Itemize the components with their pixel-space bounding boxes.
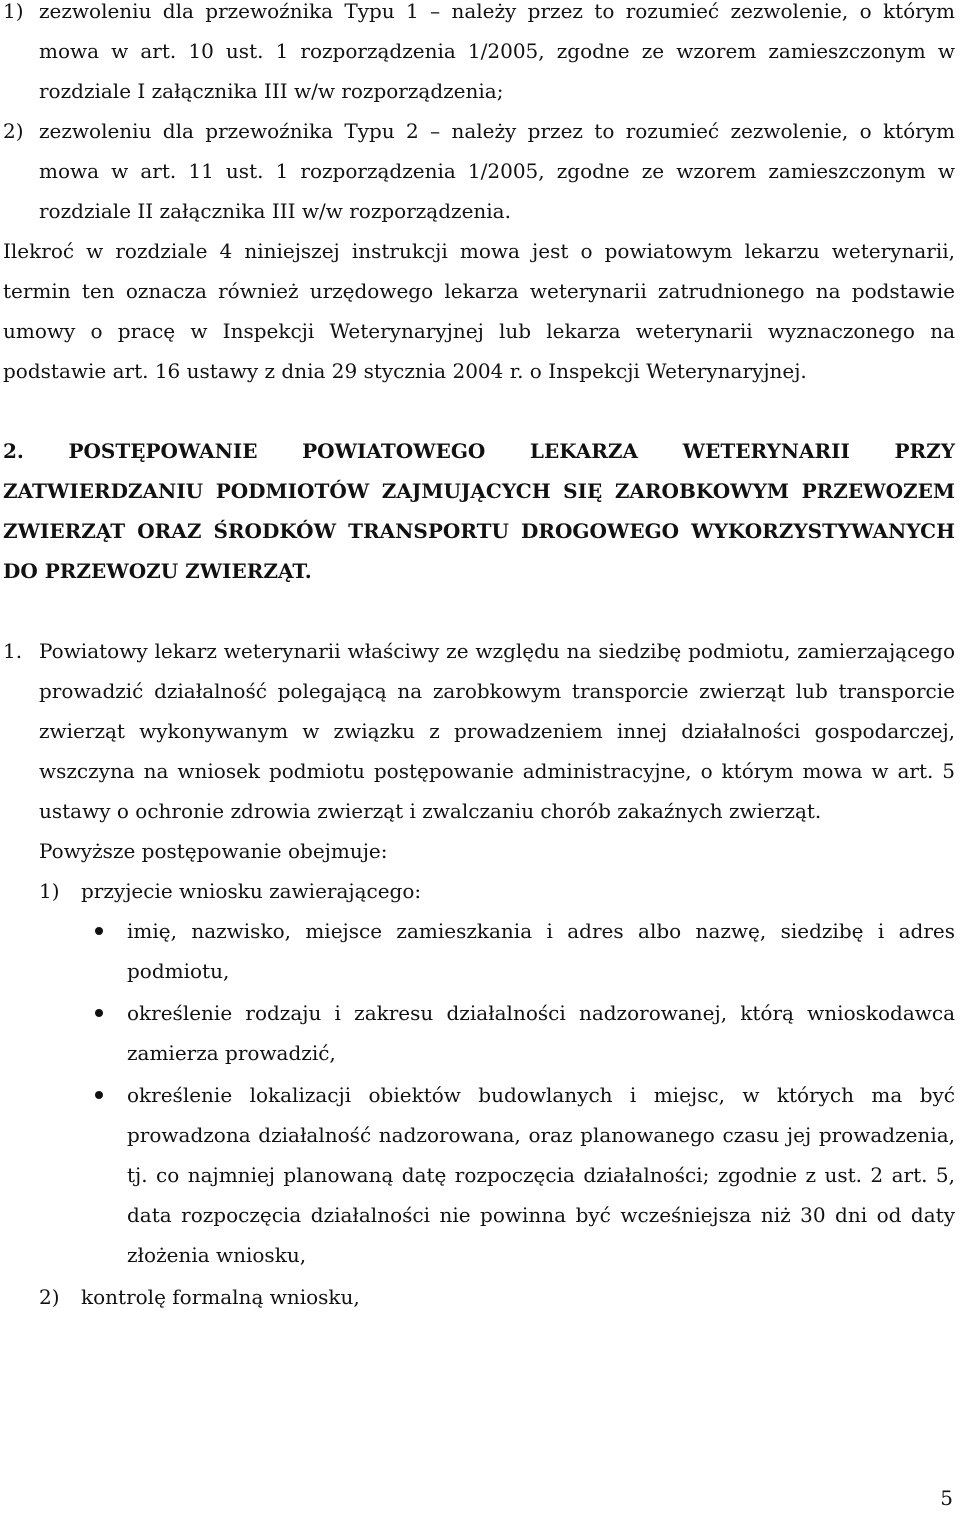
intro-item-number: 2) — [3, 119, 24, 143]
bullet-item — [127, 993, 955, 1073]
section-1 — [3, 631, 955, 831]
section-heading: 2. POSTĘPOWANIE POWIATOWEGO LEKARZA WETERYNARII PRZY ZATWIERDZANIU PODMIOTÓW ZAJMUJĄCYCH SIĘ ZAROBKOWYM PRZEWOZEM ZWIERZĄT ORAZ ŚRODKÓW TRANSPORTU DROGOWEGO WYKORZYSTYWANYCH DO PRZEWOZU ZWIERZĄT. — [3, 439, 955, 583]
page-number: 5 — [940, 1486, 953, 1510]
intro-item-1 — [3, 0, 955, 111]
bullet-icon — [95, 927, 103, 935]
bullet-list — [3, 911, 955, 1275]
paragraph-ilekroc: Ilekroć w rozdziale 4 niniejszej instrukcji mowa jest o powiatowym lekarzu weterynarii, termin ten oznacza również urzędowego lekarza weterynarii zatrudnionego na podstawie umowy o pracę w Inspekcji Weterynaryjnej lub lekarza weterynarii wyznaczonego na podstawie art. 16 ustawy z dnia 29 stycznia 2004 r. o Inspekcji Weterynaryjnej. — [3, 239, 955, 383]
bullet-text: imię, nazwisko, miejsce zamieszkania i adres albo nazwę, siedzibę i adres podmiotu, — [127, 919, 955, 983]
intro-item-text: zezwoleniu dla przewoźnika Typu 1 – należy przez to rozumieć zezwolenie, o którym mowa w art. 10 ust. 1 rozporządzenia 1/2005, zgodne ze wzorem zamieszczonym w rozdziale I załącznika III w/w rozporządzenia; — [39, 0, 955, 103]
bullet-icon — [95, 1009, 103, 1017]
document-page — [3, 0, 955, 1317]
section-1-number: 1. — [3, 639, 23, 663]
sub-item-text: kontrolę formalną wniosku, — [81, 1285, 360, 1309]
procedure-intro: Powyższe postępowanie obejmuje: — [39, 839, 388, 863]
bullet-text: określenie lokalizacji obiektów budowlanych i miejsc, w których ma być prowadzona działalność nadzorowana, oraz planowanego czasu jej prowadzenia, tj. co najmniej planowaną datę rozpoczęcia działalności; zgodnie z ust. 2 art. 5, data rozpoczęcia działalności nie powinna być wcześniejsza niż 30 dni od daty złożenia wniosku, — [127, 1083, 955, 1267]
intro-item-2 — [3, 111, 955, 231]
bullet-icon — [95, 1091, 103, 1099]
sub-item-2 — [3, 1277, 955, 1317]
sub-item-1 — [3, 871, 955, 911]
bullet-text: określenie rodzaju i zakresu działalności nadzorowanej, którą wnioskodawca zamierza prowadzić, — [127, 1001, 955, 1065]
bullet-item — [127, 911, 955, 991]
section-1-text: Powiatowy lekarz weterynarii właściwy ze względu na siedzibę podmiotu, zamierzającego prowadzić działalność polegającą na zarobkowym transporcie zwierząt lub transporcie zwierząt wykonywanym w związku z prowadzeniem innej działalności gospodarczej, wszczyna na wniosek podmiotu postępowanie administracyjne, o którym mowa w art. 5 ustawy o ochronie zdrowia zwierząt i zwalczaniu chorób zakaźnych zwierząt. — [39, 639, 955, 823]
sub-item-number: 2) — [39, 1285, 60, 1309]
intro-item-text: zezwoleniu dla przewoźnika Typu 2 – należy przez to rozumieć zezwolenie, o którym mowa w art. 11 ust. 1 rozporządzenia 1/2005, zgodne ze wzorem zamieszczonym w rozdziale II załącznika III w/w rozporządzenia. — [39, 119, 955, 223]
bullet-item — [127, 1075, 955, 1275]
sub-item-text: przyjecie wniosku zawierającego: — [81, 879, 422, 903]
sub-item-number: 1) — [39, 879, 60, 903]
intro-item-number: 1) — [3, 0, 24, 23]
